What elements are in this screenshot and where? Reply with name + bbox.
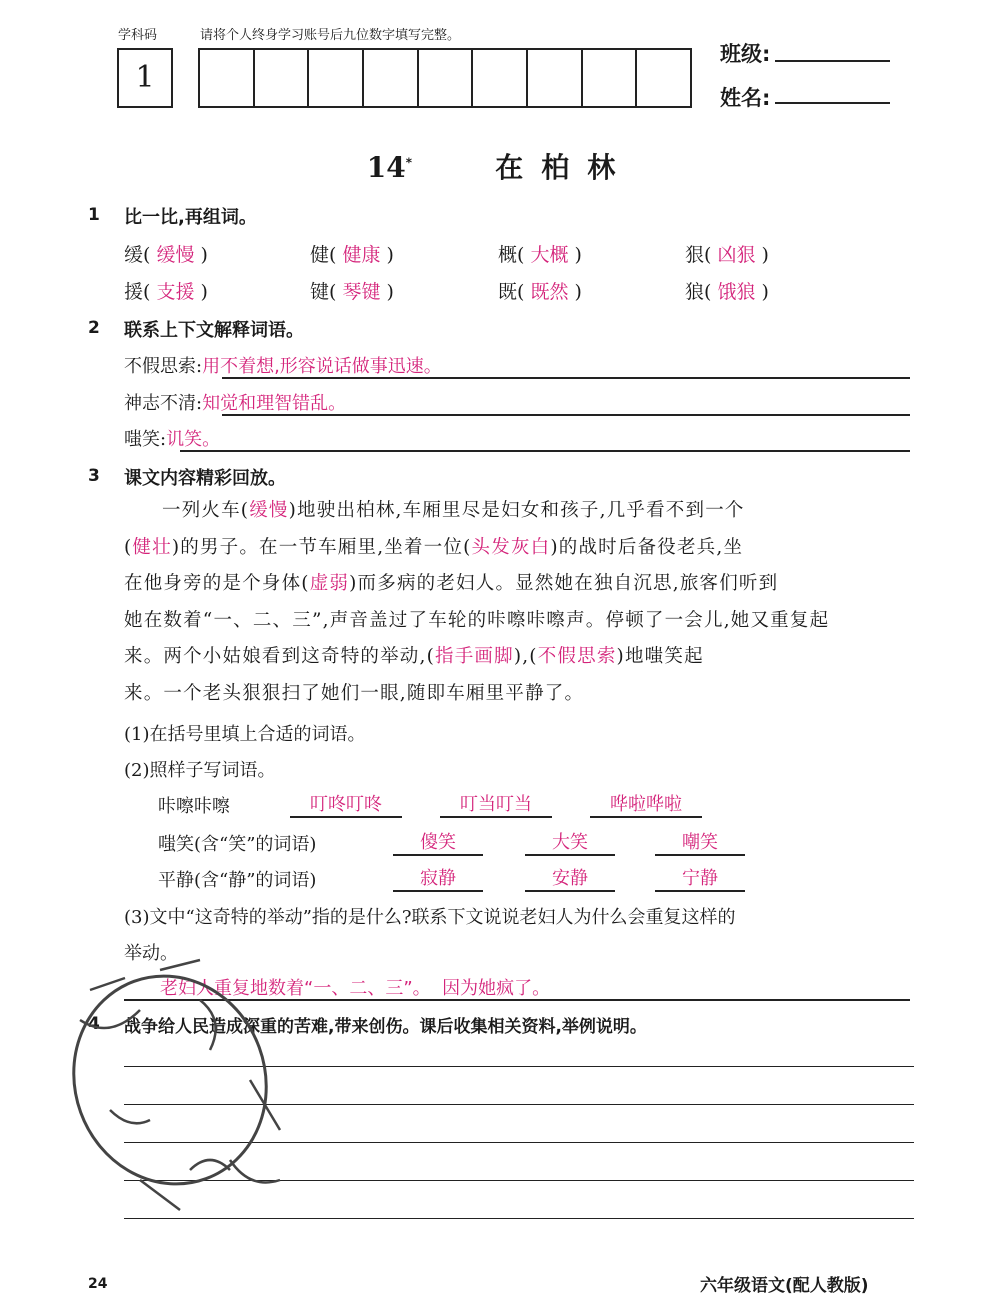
word-row-answer[interactable]: 嘲笑 <box>655 828 745 856</box>
passage-answer[interactable]: 缓慢 <box>249 500 289 521</box>
q1-answer[interactable]: 琴键 <box>342 281 381 303</box>
q1-answer[interactable]: 缓慢 <box>156 244 195 266</box>
q1-answer[interactable]: 健康 <box>342 244 381 266</box>
word-row-answer[interactable]: 叮当叮当 <box>440 790 552 818</box>
word-row-answer[interactable]: 傻笑 <box>393 828 483 856</box>
passage-answer[interactable]: 不假思索 <box>537 646 617 667</box>
passage-line: 来。两个小姑娘看到这奇特的举动,(指手画脚),(不假思索)地嗤笑起 <box>124 646 704 667</box>
q1-answer[interactable]: 支援 <box>156 281 195 303</box>
account-digit-box[interactable] <box>528 50 583 106</box>
word-row-answer[interactable]: 安静 <box>525 864 615 892</box>
q2-answer[interactable]: 用不着想,形容说话做事迅速。 <box>202 356 442 377</box>
word-row-label: 嗤笑(含“笑”的词语) <box>158 834 317 855</box>
q3-sub1: (1)在括号里填上合适的词语。 <box>124 724 366 745</box>
lesson-star: * <box>405 155 412 170</box>
q2-number: 2 <box>88 318 100 338</box>
account-instruction: 请将个人终身学习账号后九位数字填写完整。 <box>200 28 461 43</box>
passage-line: 一列火车(缓慢)地驶出柏林,车厢里尽是妇女和孩子,几乎看不到一个 <box>162 500 745 521</box>
lesson-title <box>0 146 1000 186</box>
word-row-answer[interactable]: 大笑 <box>525 828 615 856</box>
q1-item: 狠( 凶狠 ) <box>685 244 769 266</box>
account-digit-box[interactable] <box>255 50 310 106</box>
q1-answer[interactable]: 大概 <box>530 244 569 266</box>
word-row-label: 咔嚓咔嚓 <box>158 796 230 817</box>
q1-item: 键( 琴键 ) <box>310 281 394 303</box>
passage-line: 来。一个老头狠狠扫了她们一眼,随即车厢里平静了。 <box>124 682 585 704</box>
q3-sub2: (2)照样子写词语。 <box>124 760 276 781</box>
q2-prompt: 联系上下文解释词语。 <box>124 320 304 341</box>
page-number: 24 <box>88 1276 108 1292</box>
q2-answer-line <box>222 390 910 416</box>
q2-term: 嗤笑: <box>124 429 167 450</box>
word-row-answer[interactable]: 叮咚叮咚 <box>290 790 402 818</box>
book-title: 六年级语文(配人教版) <box>700 1276 869 1296</box>
q1-item: 缓( 缓慢 ) <box>124 244 208 266</box>
subject-code-label: 学科码 <box>118 28 158 43</box>
q1-item: 援( 支援 ) <box>124 281 208 303</box>
q2-answer-line <box>180 426 910 452</box>
passage-answer[interactable]: 健壮 <box>132 536 172 558</box>
q4-prompt: 战争给人民造成深重的苦难,带来创伤。课后收集相关资料,举例说明。 <box>124 1017 647 1037</box>
account-digit-box[interactable] <box>364 50 419 106</box>
q1-answer[interactable]: 既然 <box>530 281 569 303</box>
stamp-drawing <box>50 930 310 1250</box>
word-row-answer[interactable]: 哗啦哗啦 <box>590 790 702 818</box>
q1-char: 缓 <box>124 244 144 266</box>
q1-item: 既( 既然 ) <box>498 281 582 303</box>
name-label: 姓名: <box>720 86 771 110</box>
account-digit-box[interactable] <box>309 50 364 106</box>
q1-answer[interactable]: 饿狼 <box>717 281 756 303</box>
q3-sub3: (3)文中“这奇特的举动”指的是什么?联系下文说说老妇人为什么会重复这样的 <box>124 907 736 928</box>
passage-answer[interactable]: 头发灰白 <box>471 536 551 558</box>
q1-char: 狠 <box>685 244 705 266</box>
q2-answer-line <box>222 353 910 379</box>
q3-prompt: 课文内容精彩回放。 <box>124 468 286 489</box>
subject-code-value: 1 <box>135 60 155 95</box>
q1-item: 概( 大概 ) <box>498 244 582 266</box>
lesson-number: 14 <box>366 151 406 184</box>
word-row-label: 平静(含“静”的词语) <box>158 870 317 891</box>
word-row-answer[interactable]: 宁静 <box>655 864 745 892</box>
q2-term: 不假思索: <box>124 356 203 377</box>
account-digit-box[interactable] <box>419 50 474 106</box>
q1-char: 概 <box>498 244 518 266</box>
q1-char: 键 <box>310 281 330 303</box>
passage-line: 她在数着“一、二、三”,声音盖过了车轮的咔嚓咔嚓声。停顿了一会儿,她又重复起 <box>124 609 830 631</box>
class-label: 班级: <box>720 42 771 66</box>
word-row-answer[interactable]: 寂静 <box>393 864 483 892</box>
name-field[interactable] <box>775 82 890 104</box>
account-digit-box[interactable] <box>583 50 638 106</box>
passage-line: (健壮)的男子。在一节车厢里,坐着一位(头发灰白)的战时后备役老兵,坐 <box>124 536 744 558</box>
lesson-name: 在柏林 <box>495 151 634 184</box>
q1-item: 健( 健康 ) <box>310 244 394 266</box>
q3-sub3-cont: 举动。 <box>124 943 178 964</box>
q1-char: 健 <box>310 244 330 266</box>
q4-number: 4 <box>88 1014 100 1034</box>
q2-term: 神志不清: <box>124 393 203 414</box>
passage-answer[interactable]: 指手画脚 <box>435 646 514 667</box>
account-digit-box[interactable] <box>200 50 255 106</box>
q1-prompt: 比一比,再组词。 <box>124 207 257 228</box>
q1-char: 狼 <box>685 281 705 303</box>
q2-answer[interactable]: 讥笑。 <box>166 429 221 450</box>
q3-passage <box>124 493 914 712</box>
q1-answer[interactable]: 凶狠 <box>717 244 756 266</box>
class-field[interactable] <box>775 40 890 62</box>
subject-code-box[interactable] <box>117 48 173 108</box>
passage-answer[interactable]: 虚弱 <box>309 573 350 594</box>
q3-number: 3 <box>88 466 100 486</box>
q1-char: 援 <box>124 281 144 303</box>
q3-sub3-answer[interactable]: 老妇人重复地数着“一、二、三”。 因为她疯了。 <box>160 978 551 999</box>
q1-char: 既 <box>498 281 518 303</box>
account-digit-box[interactable] <box>473 50 528 106</box>
q1-number: 1 <box>88 205 100 225</box>
q2-answer[interactable]: 知觉和理智错乱。 <box>202 393 347 414</box>
account-number-boxes[interactable] <box>198 48 692 108</box>
account-digit-box[interactable] <box>637 50 690 106</box>
passage-line: 在他身旁的是个身体(虚弱)而多病的老妇人。显然她在独自沉思,旅客们听到 <box>124 573 779 594</box>
q1-item: 狼( 饿狼 ) <box>685 281 769 303</box>
